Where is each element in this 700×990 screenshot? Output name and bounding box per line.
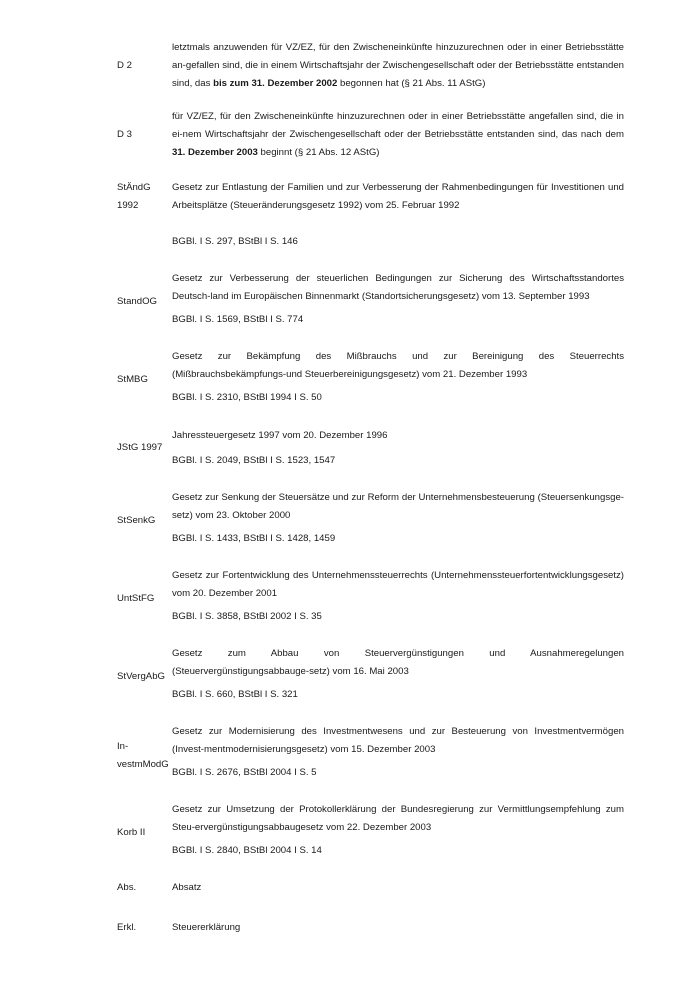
law-reference: BGBl. I S. 1433, BStBl I S. 1428, 1459	[172, 533, 336, 544]
abbreviation: In-vestmModG	[117, 741, 169, 770]
abbreviation: UntStFG	[117, 593, 155, 604]
law-title: Gesetz zur Verbesserung der steuerlichen Bedingungen zur Sicherung des Wirtschaftsstandortes Deutsch-land im Europäischen Binnenmarkt (Standortsicherungsgesetz) vom 13. September 1993	[172, 273, 624, 302]
abbreviation: StSenkG	[117, 515, 156, 526]
entry-text: für VZ/EZ, für den Zwischeneinkünfte hinzuzurechnen oder in einer Betriebsstätte angefallen sind, die in ei-nem Wirtschaftsjahr der Zwischengesellschaft oder der Betriebsstätte entstanden sind, das nach dem 31. Dezember 2003 beginnt (§ 21 Abs. 12 AStG)	[172, 111, 624, 158]
abbreviation-meaning: Absatz	[172, 882, 202, 893]
abbreviation-meaning: Steuererklärung	[172, 922, 241, 933]
abbreviation: D 3	[117, 129, 132, 140]
law-reference: BGBl. I S. 3858, BStBl 2002 I S. 35	[172, 611, 322, 622]
law-title: Gesetz zur Entlastung der Familien und zur Verbesserung der Rahmenbedingungen für Investitionen und Arbeitsplätze (Steueränderungsgesetz 1992) vom 25. Februar 1992	[172, 182, 624, 211]
date-emphasis: 31. Dezember 2003	[172, 147, 258, 158]
law-reference: BGBl. I S. 2840, BStBl 2004 I S. 14	[172, 845, 322, 856]
law-title: Gesetz zur Umsetzung der Protokollerklärung der Bundesregierung zur Vermittlungsempfehlung zum Steu-ervergünstigungsabbaugesetz vom 22. Dezember 2003	[172, 804, 624, 833]
law-title: Gesetz zum Abbau von Steuervergünstigungen und Ausnahmeregelungen (Steuervergünstigungsabbauge-setz) vom 16. Mai 2003	[172, 648, 624, 677]
abbreviation: Korb II	[117, 827, 146, 838]
law-reference: BGBl. I S. 2676, BStBl 2004 I S. 5	[172, 767, 317, 778]
law-reference: BGBl. I S. 2310, BStBl 1994 I S. 50	[172, 392, 322, 403]
law-title: Gesetz zur Modernisierung des Investmentwesens und zur Besteuerung von Investmentvermögen (Invest-mentmodernisierungsgesetz) vom 15. Dezember 2003	[172, 726, 624, 755]
abbreviation: StVergAbG	[117, 671, 165, 682]
entry-text: letztmals anzuwenden für VZ/EZ, für den Zwischeneinkünfte hinzuzurechnen oder in einer Betriebsstätte an-gefallen sind, die in einem Wirtschaftsjahr der Zwischengesellschaft oder der Betriebsstätte entstanden sind, das bis zum 31. Dezember 2002 begonnen hat (§ 21 Abs. 11 AStG)	[172, 42, 624, 89]
abbreviation: StMBG	[117, 374, 148, 385]
abbreviation: Abs.	[117, 882, 137, 893]
law-title: Jahressteuergesetz 1997 vom 20. Dezember 1996	[172, 430, 388, 441]
law-title: Gesetz zur Senkung der Steuersätze und zur Reform der Unternehmensbesteuerung (Steuersenkungsge-setz) vom 23. Oktober 2000	[172, 492, 624, 521]
law-title: Gesetz zur Bekämpfung des Mißbrauchs und zur Bereinigung des Steuerrechts (Mißbrauchsbekämpfungs-und Steuerbereinigungsgesetz) vom 21. Dezember 1993	[172, 351, 624, 380]
abbreviation: JStG 1997	[117, 442, 163, 453]
law-title: Gesetz zur Fortentwicklung des Unternehmenssteuerrechts (Unternehmenssteuerfortentwicklungsgesetz) vom 20. Dezember 2001	[172, 570, 624, 599]
law-reference: BGBl. I S. 1569, BStBl I S. 774	[172, 314, 304, 325]
law-reference: BGBl. I S. 660, BStBl I S. 321	[172, 689, 298, 700]
law-reference: BGBl. I S. 2049, BStBl I S. 1523, 1547	[172, 455, 336, 466]
abbreviation: StÄndG 1992	[117, 182, 151, 211]
abbreviation: D 2	[117, 60, 132, 71]
law-reference: BGBl. I S. 297, BStBl I S. 146	[172, 236, 298, 247]
abbreviation: Erkl.	[117, 922, 137, 933]
date-emphasis: bis zum 31. Dezember 2002	[213, 78, 338, 89]
abbreviation: StandOG	[117, 296, 157, 307]
